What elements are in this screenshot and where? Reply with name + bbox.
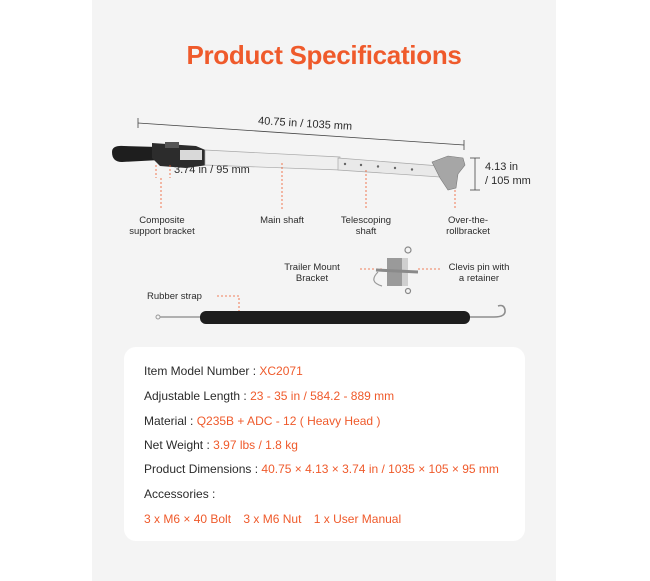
- spec-dimensions: Product Dimensions : 40.75 × 4.13 × 3.74 in / 1035 × 105 × 95 mm: [144, 462, 499, 476]
- spec-accessories-list: [144, 512, 410, 526]
- spec-material: Material : Q235B + ADC - 12 ( Heavy Head ): [144, 414, 381, 428]
- length-dimension: 40.75 in / 1035 mm: [257, 115, 353, 133]
- page-title: Product Specifications: [186, 40, 462, 70]
- telescoping-shaft: [338, 158, 440, 177]
- label-main-shaft: Main shaft: [260, 215, 304, 226]
- label-clevis-pin: Clevis pin with a retainer: [448, 262, 510, 284]
- spec-length: Adjustable Length : 23 - 35 in / 584.2 - 889 mm: [144, 389, 395, 403]
- rubber-strap: [156, 306, 505, 325]
- label-over-the-roll: Over-the- rollbracket: [446, 215, 490, 237]
- trailer-mount-bracket: [374, 247, 418, 294]
- accessory-item: 3 x M6 × 40 Bolt: [144, 512, 232, 526]
- accessory-item: 1 x User Manual: [313, 512, 402, 526]
- accessory-item: 3 x M6 Nut: [243, 512, 302, 526]
- label-rubber-strap: Rubber strap: [147, 291, 202, 302]
- height-dimension-line2: / 105 mm: [485, 175, 531, 187]
- label-trailer-mount: Trailer Mount Bracket: [284, 262, 340, 284]
- spec-model: Item Model Number : XC2071: [144, 364, 303, 378]
- width-dimension: 3.74 in / 95 mm: [174, 164, 250, 176]
- spec-weight: Net Weight : 3.97 lbs / 1.8 kg: [144, 438, 298, 452]
- label-telescoping-shaft: Telescoping shaft: [340, 215, 392, 237]
- height-dimension-line1: 4.13 in: [485, 161, 519, 173]
- label-composite-bracket: Composite support bracket: [129, 215, 195, 237]
- spec-accessories-label: Accessories :: [144, 487, 216, 501]
